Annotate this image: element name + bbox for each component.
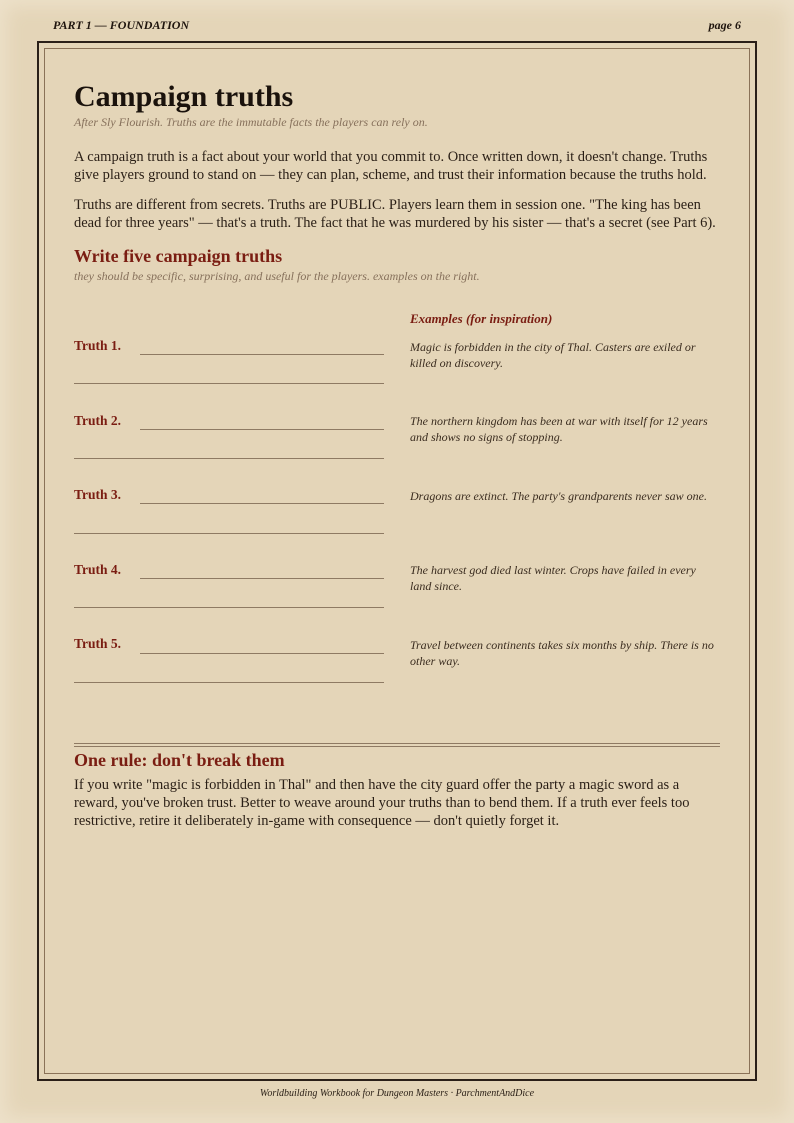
truth-1-write-line-2[interactable]	[74, 383, 384, 384]
truth-1-example: Magic is forbidden in the city of Thal. Casters are exiled or killed on discovery.	[410, 340, 696, 370]
running-head	[53, 18, 741, 34]
section-divider	[74, 743, 720, 747]
rule-paragraph: If you write "magic is forbidden in Thal" and then have the city guard offer the party a magic sword as a reward, you've broken trust. Better to weave around your truths than to bend them. If a truth ever feels too restrictive, retire it deliberately in-game with consequence — don't quietly forget it.	[74, 777, 690, 829]
truth-5-write-line-2[interactable]	[74, 682, 384, 683]
truth-2-write-line-1[interactable]	[140, 429, 384, 430]
truth-3-write-line-1[interactable]	[140, 503, 384, 504]
truth-2-write-line-2[interactable]	[74, 458, 384, 459]
truth-4-write-line-1[interactable]	[140, 578, 384, 579]
rule-heading: One rule: don't break them	[74, 750, 285, 770]
running-head-page-number: page 6	[708, 18, 741, 32]
truth-2-label: Truth 2.	[74, 413, 122, 428]
truth-1-label: Truth 1.	[74, 338, 122, 353]
truth-3-write-line-2[interactable]	[74, 533, 384, 534]
truth-5-label: Truth 5.	[74, 636, 122, 651]
exercise-heading: Write five campaign truths	[74, 246, 283, 266]
truth-2-example: The northern kingdom has been at war with itself for 12 years and shows no signs of stopping.	[410, 414, 708, 444]
truth-3-label: Truth 3.	[74, 487, 122, 502]
truth-4-example: The harvest god died last winter. Crops have failed in every land since.	[410, 563, 696, 593]
truth-4-write-line-2[interactable]	[74, 607, 384, 608]
intro-paragraph-1: A campaign truth is a fact about your world that you commit to. Once written down, it doesn't change. Truths give players ground to stand on — they can plan, scheme, and trust their information because the truths hold.	[74, 149, 708, 183]
truth-1-write-line-1[interactable]	[140, 354, 384, 355]
truth-5-write-line-1[interactable]	[140, 653, 384, 654]
page-subtitle: After Sly Flourish. Truths are the immutable facts the players can rely on.	[74, 115, 428, 129]
examples-heading: Examples (for inspiration)	[410, 311, 553, 326]
truth-5-example: Travel between continents takes six months by ship. There is no other way.	[410, 638, 714, 668]
page-footer: Worldbuilding Workbook for Dungeon Masters · ParchmentAndDice	[259, 1088, 535, 1099]
exercise-subheading: they should be specific, surprising, and useful for the players. examples on the right.	[74, 269, 480, 283]
intro-paragraph-2: Truths are different from secrets. Truths are PUBLIC. Players learn them in session one. "The king has been dead for three years" — that's a truth. The fact that he was murdered by his sister — that's a secret (see Part 6).	[74, 197, 716, 231]
running-head-section: PART 1 — FOUNDATION	[53, 18, 190, 32]
page-title: Campaign truths	[74, 80, 294, 113]
truth-4-label: Truth 4.	[74, 562, 122, 577]
truth-3-example: Dragons are extinct. The party's grandparents never saw one.	[410, 489, 707, 503]
